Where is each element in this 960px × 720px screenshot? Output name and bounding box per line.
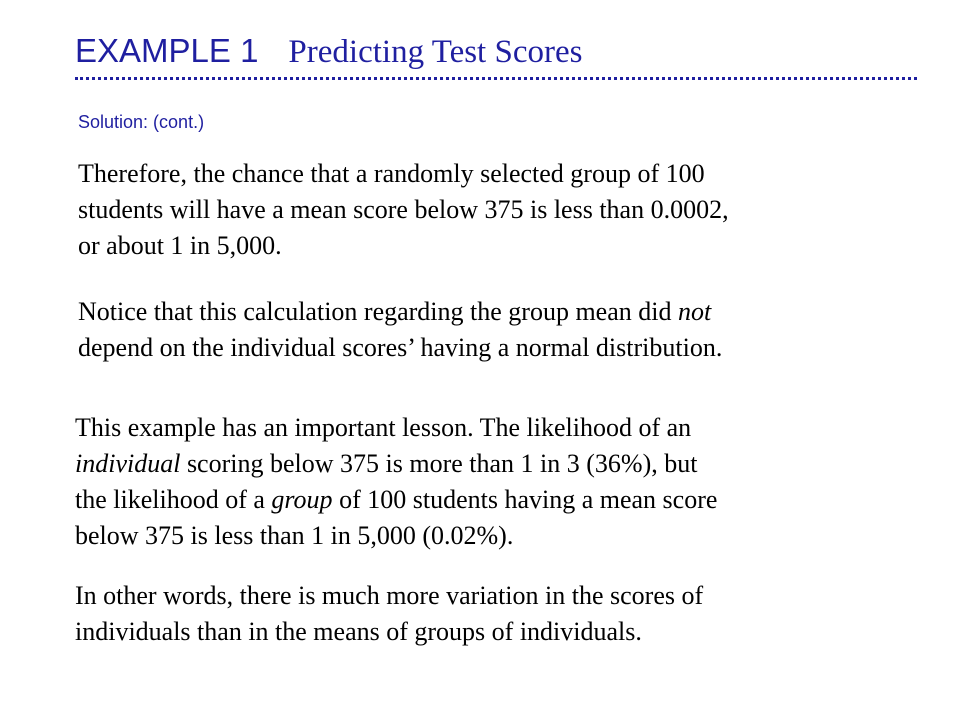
paragraph-line: Therefore, the chance that a randomly selected group of 100: [78, 159, 705, 188]
dotted-divider: [75, 77, 917, 80]
paragraph-conclusion: [78, 156, 908, 264]
paragraph-line: depend on the individual scores’ having a normal distribution.: [78, 333, 723, 362]
paragraph-line: In other words, there is much more variation in the scores of: [75, 581, 704, 610]
paragraph-line: below 375 is less than 1 in 5,000 (0.02%).: [75, 521, 514, 550]
slide-title: Predicting Test Scores: [288, 34, 583, 70]
text-run: of 100 students having a mean score: [332, 485, 718, 514]
example-label: EXAMPLE 1: [75, 32, 259, 69]
paragraph-line: or about 1 in 5,000.: [78, 231, 282, 260]
paragraph-line: individuals than in the means of groups of individuals.: [75, 617, 642, 646]
paragraph-summary: [75, 578, 905, 650]
solution-label: Solution: (cont.): [78, 112, 205, 132]
emphasis-text: group: [271, 485, 333, 514]
paragraph-line: students will have a mean score below 375 is less than 0.0002,: [78, 195, 729, 224]
paragraph-notice: [78, 294, 908, 366]
text-run: Notice that this calculation regarding the group mean did: [78, 297, 678, 326]
text-run: scoring below 375 is more than 1 in 3 (36%), but: [180, 449, 698, 478]
paragraph-lesson: [75, 410, 905, 554]
slide-header: [75, 32, 582, 71]
emphasis-text: not: [677, 297, 712, 326]
paragraph-line: [78, 294, 908, 330]
text-run: the likelihood of a: [75, 485, 272, 514]
paragraph-line: This example has an important lesson. The likelihood of an: [75, 413, 692, 442]
paragraph-line: [75, 482, 905, 518]
paragraph-line: [75, 446, 905, 482]
emphasis-text: individual: [75, 449, 181, 478]
